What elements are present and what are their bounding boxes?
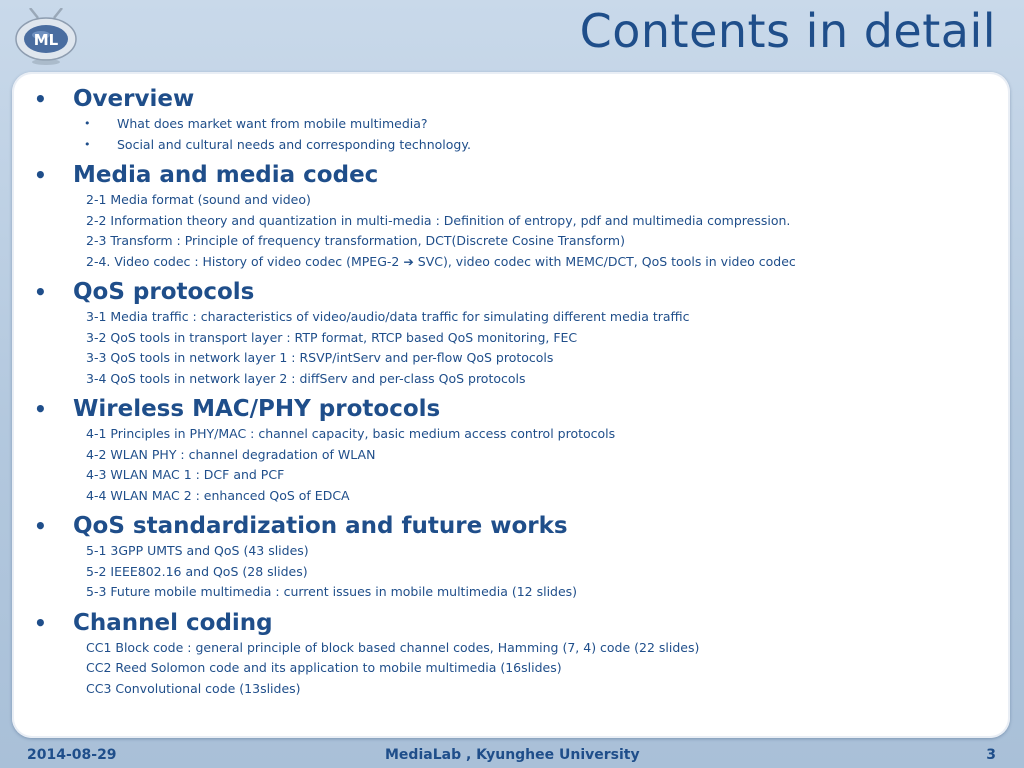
section-heading — [34, 160, 994, 190]
list-item-text: What does market want from mobile multimedia? — [117, 116, 428, 131]
section-heading-text: Overview — [73, 86, 195, 112]
list-item — [34, 638, 994, 659]
list-item — [34, 114, 994, 135]
logo-text: ML — [33, 31, 59, 49]
outline-section — [34, 84, 994, 155]
outline-section — [34, 511, 994, 603]
section-heading — [34, 608, 994, 638]
footer-date: 2014-08-29 — [27, 747, 117, 763]
outline-section — [34, 608, 994, 700]
list-item-text: CC2 Reed Solomon code and its application to mobile multimedia (16slides) — [86, 660, 562, 675]
outline-section — [34, 277, 994, 389]
section-heading-text: Channel coding — [73, 609, 273, 636]
section-heading — [34, 511, 994, 541]
list-item-text: 2-2 Information theory and quantization in multi-media : Definition of entropy, pdf and multimedia compression. — [86, 212, 791, 228]
section-heading-text: QoS protocols — [73, 279, 255, 305]
list-item-text: CC1 Block code : general principle of block based channel codes, Hamming (7, 4) code (22 slides) — [86, 639, 700, 655]
list-item-text: 4-3 WLAN MAC 1 : DCF and PCF — [86, 467, 285, 482]
contents-outline — [34, 84, 994, 704]
section-heading — [34, 394, 994, 424]
list-item — [34, 328, 994, 349]
list-item — [34, 424, 994, 445]
list-item — [34, 190, 994, 211]
list-item-text: 2-3 Transform : Principle of frequency transformation, DCT(Discrete Cosine Transform) — [86, 233, 625, 248]
bullet-icon: • — [34, 514, 47, 538]
sub-bullet-icon: • — [84, 117, 91, 130]
bullet-icon: • — [34, 163, 47, 187]
list-item — [34, 307, 994, 328]
list-item — [34, 348, 994, 369]
sub-bullet-icon: • — [84, 137, 91, 151]
medialab-logo-icon — [14, 8, 78, 66]
bullet-icon: • — [34, 397, 47, 421]
list-item-text: 3-4 QoS tools in network layer 2 : diffServ and per-class QoS protocols — [86, 370, 526, 386]
section-item-list — [34, 307, 994, 389]
list-item — [34, 582, 994, 603]
section-item-list — [34, 190, 994, 272]
page-number: 3 — [986, 747, 996, 763]
list-item — [34, 658, 994, 679]
list-item-text: CC3 Convolutional code (13slides) — [86, 680, 301, 696]
section-heading-text: QoS standardization and future works — [73, 513, 568, 539]
list-item-text: 2-4. Video codec : History of video codec (MPEG-2 ➔ SVC), video codec with MEMC/DCT, QoS tools in video codec — [86, 253, 796, 269]
list-item-text: 4-4 WLAN MAC 2 : enhanced QoS of EDCA — [86, 487, 350, 503]
section-heading — [34, 84, 994, 114]
list-item-text: 5-2 IEEE802.16 and QoS (28 slides) — [86, 563, 308, 579]
list-item — [34, 135, 994, 156]
outline-section — [34, 160, 994, 272]
bullet-icon: • — [34, 87, 47, 111]
section-heading — [34, 277, 994, 307]
slide-footer — [0, 744, 1024, 768]
list-item — [34, 562, 994, 583]
list-item-text: 2-1 Media format (sound and video) — [86, 192, 311, 207]
footer-organization: MediaLab , Kyunghee University — [385, 747, 640, 763]
list-item-text: 5-1 3GPP UMTS and QoS (43 slides) — [86, 543, 309, 558]
list-item-text: 3-3 QoS tools in network layer 1 : RSVP/intServ and per-flow QoS protocols — [86, 350, 554, 365]
section-heading-text: Wireless MAC/PHY protocols — [73, 396, 441, 422]
bullet-icon: • — [34, 280, 47, 304]
list-item — [34, 252, 994, 273]
section-item-list — [34, 638, 994, 700]
outline-section — [34, 394, 994, 506]
list-item — [34, 679, 994, 700]
list-item-text: 4-1 Principles in PHY/MAC : channel capacity, basic medium access control protocols — [86, 426, 616, 441]
section-item-list — [34, 114, 994, 155]
list-item — [34, 445, 994, 466]
section-heading-text: Media and media codec — [73, 162, 379, 188]
list-item — [34, 231, 994, 252]
list-item-text: 3-1 Media traffic : characteristics of video/audio/data traffic for simulating different media traffic — [86, 309, 690, 324]
list-item — [34, 486, 994, 507]
list-item-text: 4-2 WLAN PHY : channel degradation of WLAN — [86, 446, 376, 462]
list-item — [34, 541, 994, 562]
list-item-text: Social and cultural needs and corresponding technology. — [117, 136, 471, 152]
section-item-list — [34, 424, 994, 506]
section-item-list — [34, 541, 994, 603]
list-item — [34, 465, 994, 486]
slide-title: Contents in detail — [579, 4, 996, 58]
list-item — [34, 369, 994, 390]
list-item-text: 3-2 QoS tools in transport layer : RTP format, RTCP based QoS monitoring, FEC — [86, 329, 578, 345]
bullet-icon: • — [34, 610, 47, 635]
list-item — [34, 211, 994, 232]
list-item-text: 5-3 Future mobile multimedia : current issues in mobile multimedia (12 slides) — [86, 584, 578, 599]
